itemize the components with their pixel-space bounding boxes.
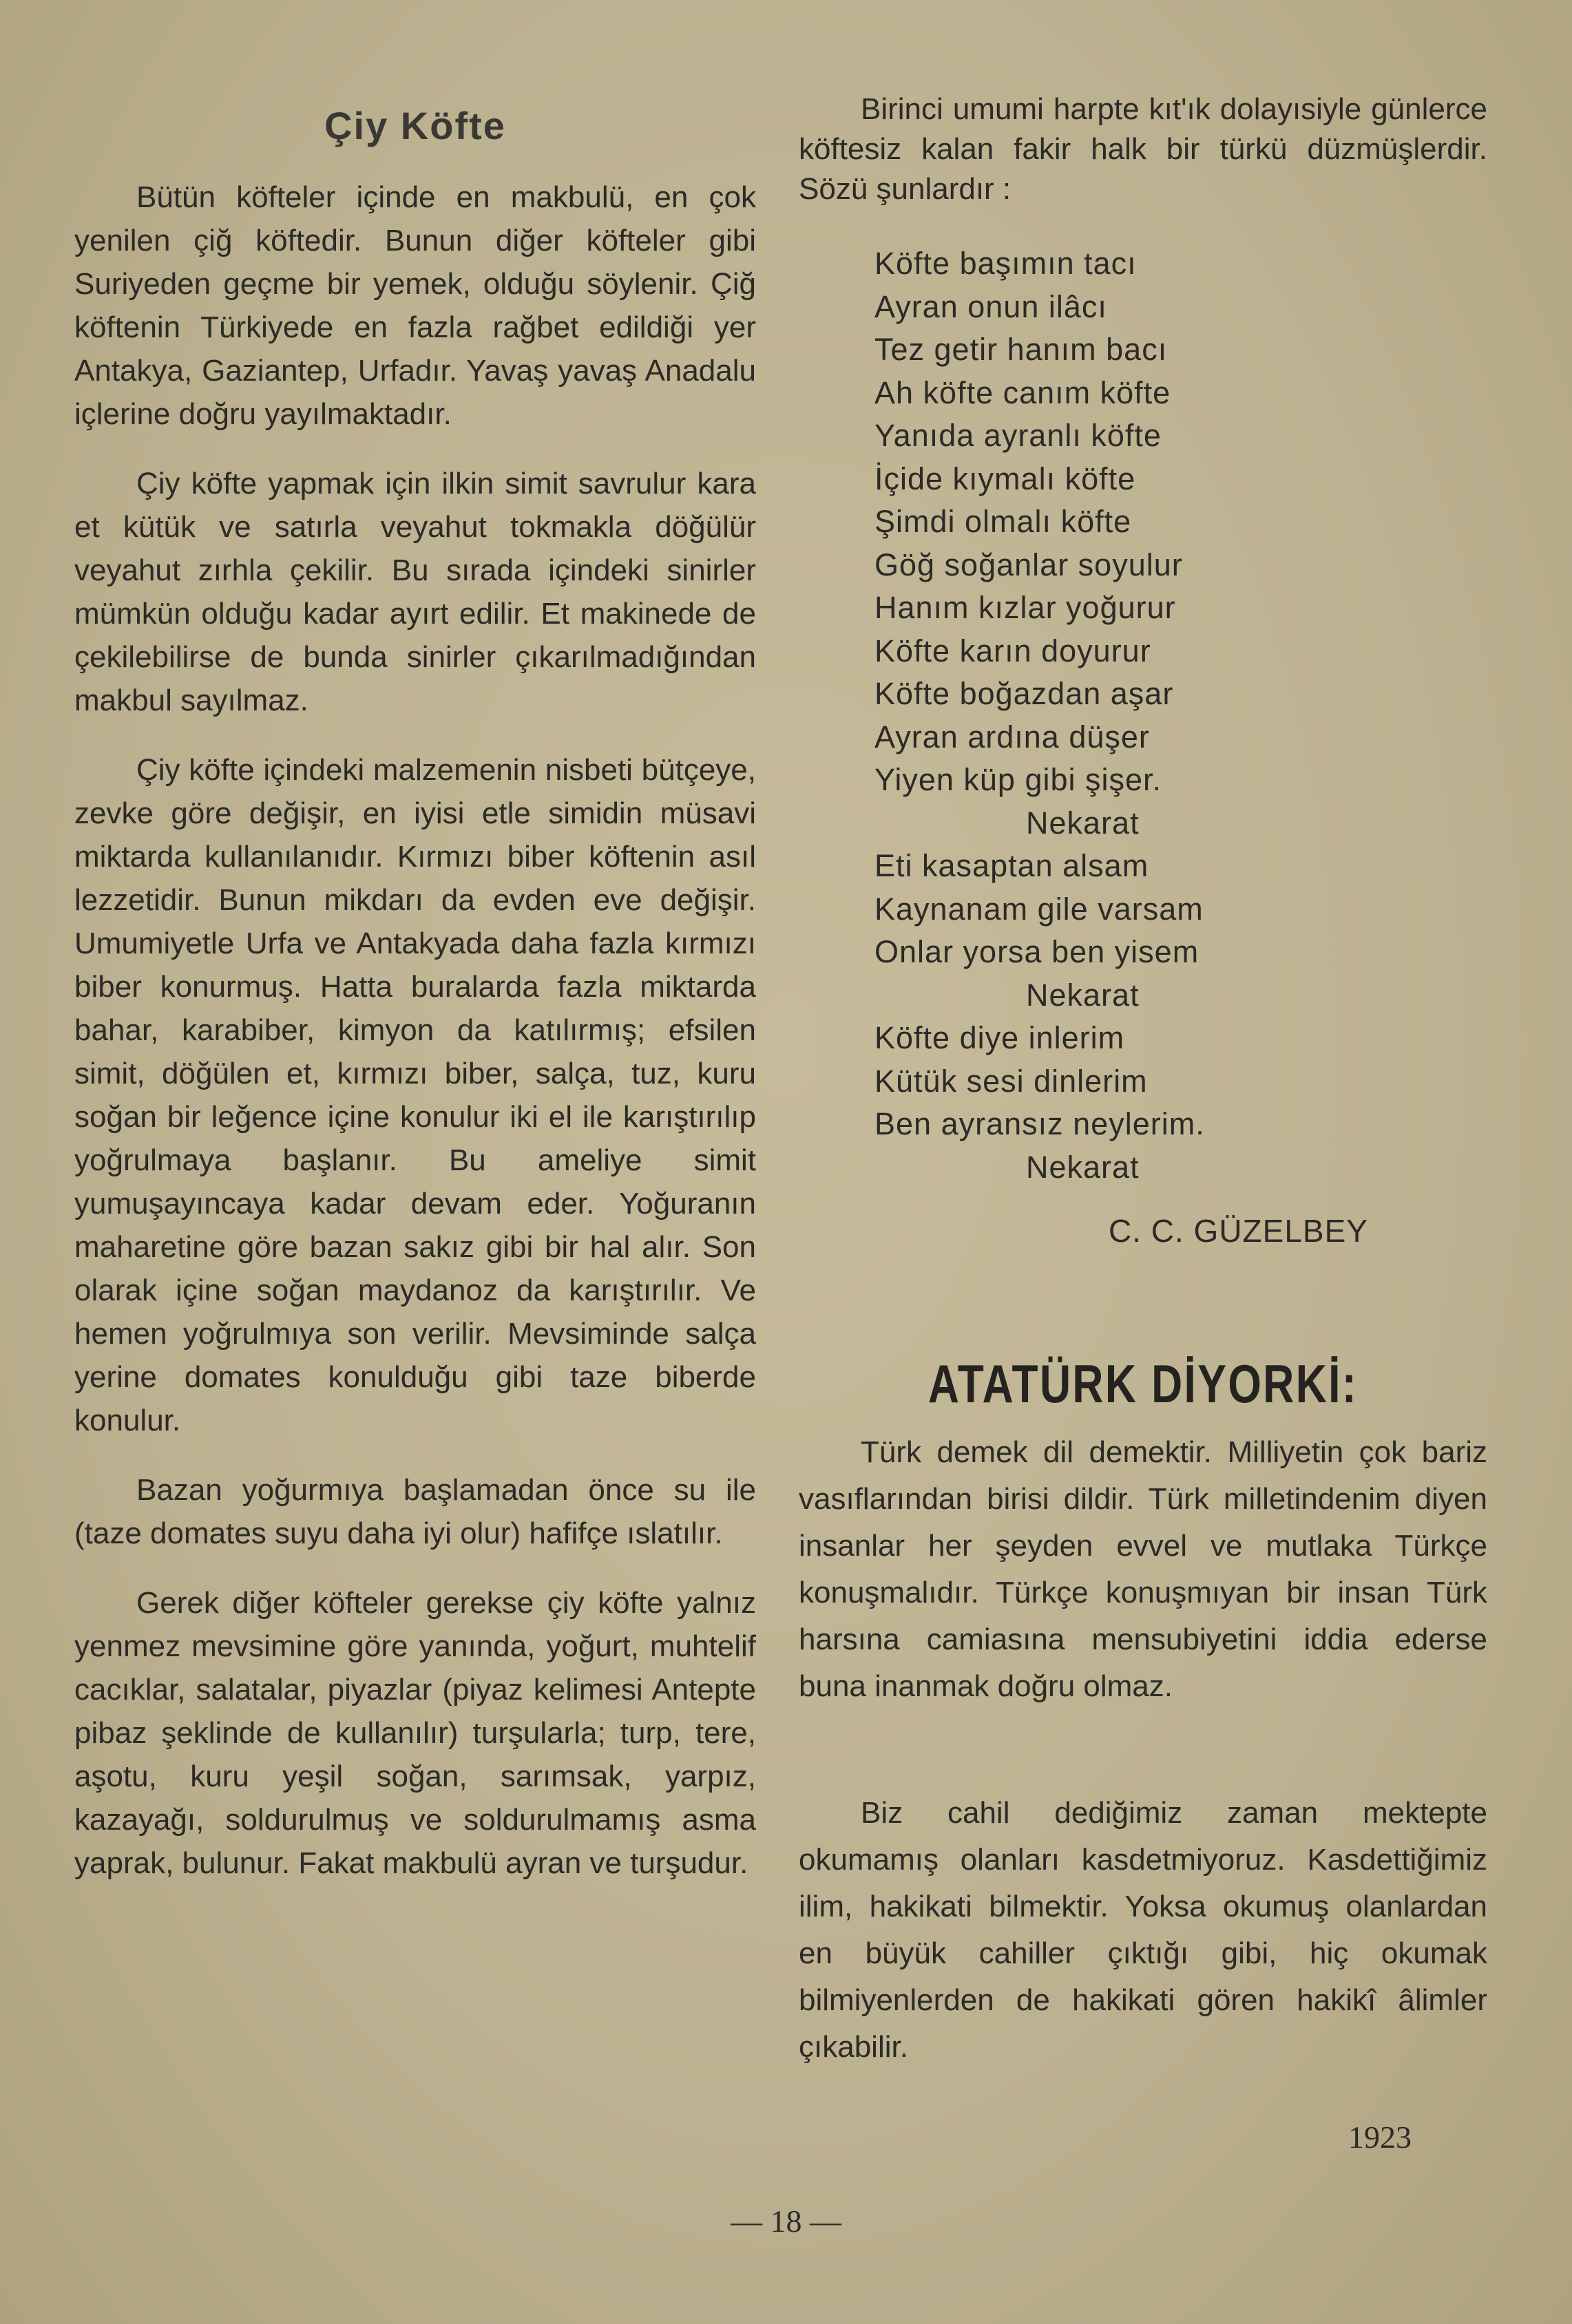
poem-line: Köfte başımın tacı — [874, 246, 1137, 281]
article-title: Çiy Köfte — [324, 104, 506, 147]
poem-line: Ben ayransız neylerim. — [874, 1106, 1205, 1141]
left-column — [74, 89, 756, 1911]
folk-song — [799, 242, 1487, 1189]
poem-line: Eti kasaptan alsam — [874, 848, 1149, 883]
poem-refrain: Nekarat — [1026, 977, 1140, 1013]
ataturk-quote-1: Türk demek dil demektir. Milliyetin çok bariz vasıflarından birisi dildir. Türk milletindenim diyen insanlar her şeyden evvel ve mutlaka Türkçe konuşmalıdır. Türkçe konuşmıyan bir insan Türk harsına camiasına mensubiyetini iddia ederse buna inanmak doğru olmaz. — [799, 1435, 1487, 1703]
poem-line: Yiyen küp gibi şişer. — [874, 762, 1162, 797]
paragraph-2: Çiy köfte yapmak için ilkin simit savrulur kara et kütük ve satırla veyahut tokmakla döğülür veyahut zırhla çekilir. Bu sırada içindeki sinirler mümkün olduğu kadar ayırt edilir. Et makinede de çekilebilirse de bunda sinirler çıkarılmadığından makbul sayılmaz. — [74, 467, 756, 717]
paragraph-1: Bütün köfteler içinde en makbulü, en çok yenilen çiğ köftedir. Bunun diğer köfteler gibi Suriyeden geçme bir yemek, olduğu söylenir. Çiğ köftenin Türkiyede en fazla rağbet edildiği yer Antakya, Gaziantep, Urfadır. Yavaş yavaş Anadalu içlerine doğru yayılmaktadır. — [74, 180, 756, 431]
paragraph-3: Çiy köfte içindeki malzemenin nisbeti bütçeye, zevke göre değişir, en iyisi etle simidin müsavi miktarda kullanılanıdır. Kırmızı biber köftenin asıl lezzetidir. Bunun mikdarı da evden eve değişir. Umumiyetle Urfa ve Antakyada daha fazla kırmızı biber konurmuş. Hatta buralarda fazla miktarda bahar, karabiber, kimyon da katılırmış; efsilen simit, döğülen et, kırmızı biber, salça, tuz, kuru soğan bir leğence içine konulur iki el ile karıştırılıp yoğrulmaya başlanır. Bu ameliye simit yumuşayıncaya kadar devam eder. Yoğuranın maharetine göre bazan sakız gibi bir hal alır. Son olarak içine soğan maydanoz da karıştırılır. Ve hemen yoğrulmıya son verilir. Mevsiminde salça yerine domates konulduğu gibi taze biberde konulur. — [74, 753, 756, 1437]
poem-refrain: Nekarat — [1026, 1149, 1140, 1185]
ataturk-quote-2: Biz cahil dediğimiz zaman mektepte okumamış olanları kasdetmiyoruz. Kasdettiğimiz ilim, hakikati bilmektir. Yoksa okumuş olanlardan en büyük cahiller çıktığı gibi, hiç okumak bilmiyenlerden de hakikati gören hakikî âlimler çıkabilir. — [799, 1796, 1487, 2064]
poem-line: Ah köfte canım köfte — [874, 374, 1171, 410]
poem-line: Kütük sesi dinlerim — [874, 1063, 1148, 1099]
poem-line: Şimdi olmalı köfte — [874, 504, 1132, 539]
poem-line: Tez getir hanım bacı — [874, 332, 1168, 367]
poem-intro: Birinci umumi harpte kıt'ık dolayısiyle günlerce köftesiz kalan fakir halk bir türkü düzmüşlerdir. Sözü şunlardır : — [799, 92, 1487, 206]
poem-line: İçide kıymalı köfte — [874, 461, 1136, 496]
poem-refrain: Nekarat — [1026, 805, 1140, 841]
poem-line: Onlar yorsa ben yisem — [874, 934, 1199, 969]
author-name: C. C. GÜZELBEY — [1109, 1213, 1368, 1249]
poem-line: Kaynanam gile varsam — [874, 891, 1204, 927]
poem-line: Köfte karın doyurur — [874, 633, 1151, 668]
poem-line: Yanıda ayranlı köfte — [874, 418, 1162, 453]
quote-year: 1923 — [1348, 2120, 1412, 2155]
poem-line: Göğ soğanlar soyulur — [874, 547, 1183, 582]
poem-line: Köfte boğazdan aşar — [874, 676, 1174, 711]
poem-line: Köfte diye inlerim — [874, 1020, 1125, 1055]
paragraph-4: Bazan yoğurmıya başlamadan önce su ile (taze domates suyu daha iyi olur) hafifçe ıslatılır. — [74, 1473, 756, 1550]
ataturk-heading: ATATÜRK DİYORKİ: — [928, 1353, 1359, 1414]
spacer — [799, 1736, 1487, 1790]
poem-line: Hanım kızlar yoğurur — [874, 590, 1176, 625]
paragraph-5: Gerek diğer köfteler gerekse çiy köfte yalnız yenmez mevsimine göre yanında, yoğurt, muhtelif cacıklar, salatalar, piyazlar (piyaz kelimesi Antepte pibaz şeklinde de kullanılır) turşularla; turp, tere, aşotu, kuru yeşil soğan, sarımsak, yarpız, kazayağı, soldurulmuş ve soldurulmamış asma yaprak, bulunur. Fakat makbulü ayran ve turşudur. — [74, 1586, 756, 1880]
right-column — [799, 89, 1487, 2155]
poem-line: Ayran ardına düşer — [874, 719, 1150, 754]
poem-line: Ayran onun ilâcı — [874, 288, 1107, 324]
page-number: — 18 — — [731, 2204, 841, 2239]
